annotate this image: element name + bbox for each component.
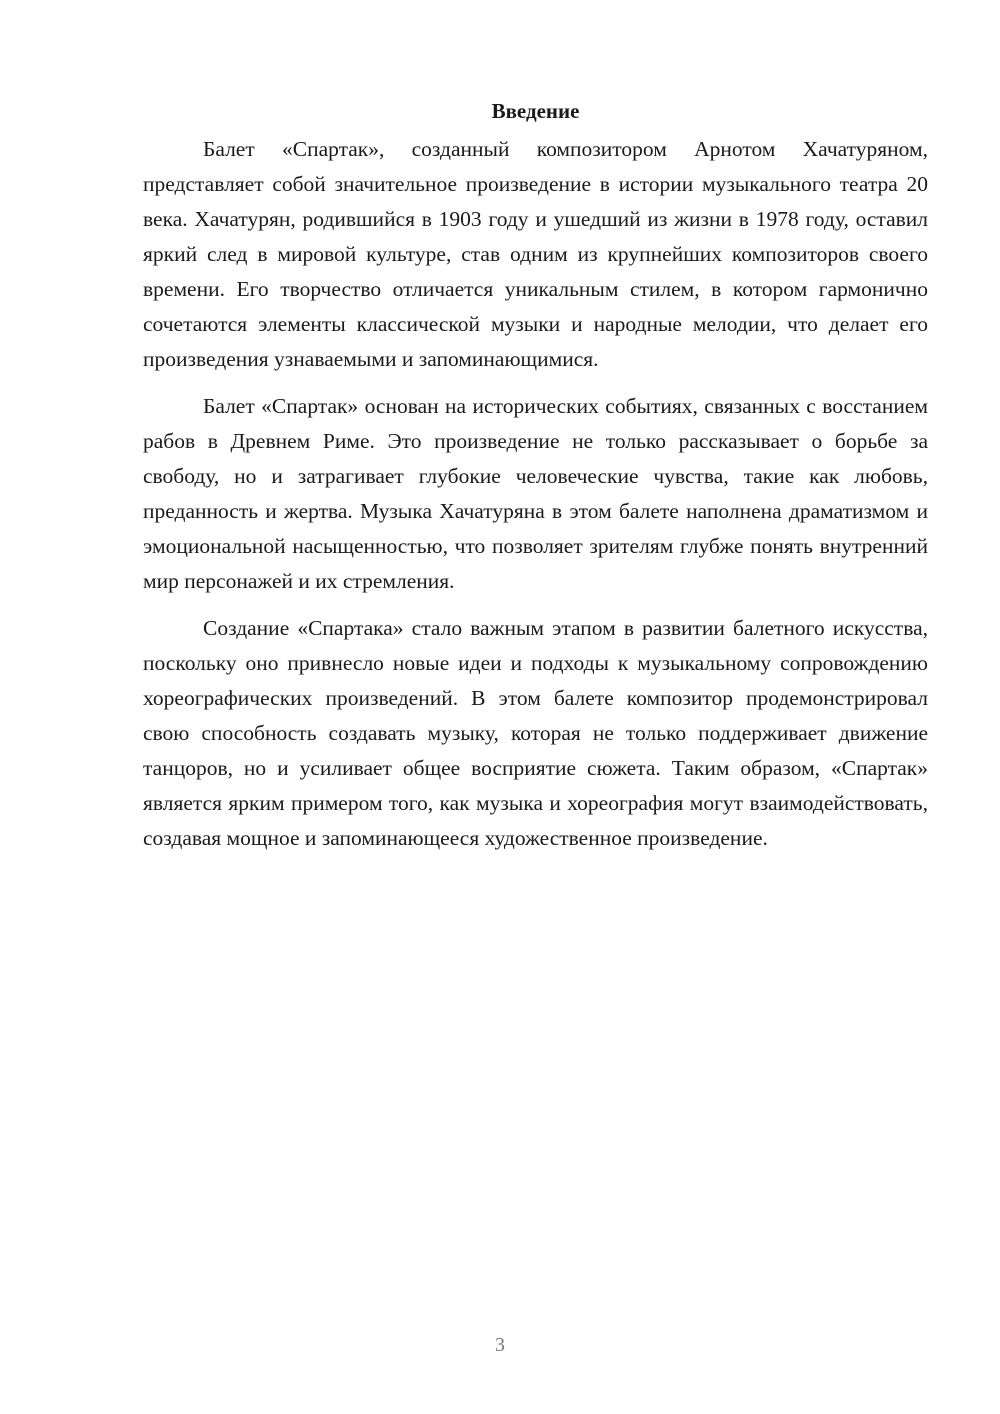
section-title: Введение	[491, 99, 580, 123]
paragraph-1: Балет «Спартак», созданный композитором Арнотом Хачатуряном, представляет собой значительное произведение в истории музыкального театра 20 века. Хачатурян, родившийся в 1903 году и ушедший из жизни в 1978 году, оставил яркий след в мировой культуре, став одним из крупнейших композиторов своего времени. Его творчество отличается уникальным стилем, в котором гармонично сочетаются элементы классической музыки и народные мелодии, что делает его произведения узнаваемыми и запоминающимися.	[143, 137, 928, 371]
page-number: 3	[495, 1334, 505, 1356]
page-content	[143, 96, 928, 868]
paragraph-3: Создание «Спартака» стало важным этапом в развитии балетного искусства, поскольку оно привнесло новые идеи и подходы к музыкальному сопровождению хореографических произведений. В этом балете композитор продемонстрировал свою способность создавать музыку, которая не только поддерживает движение танцоров, но и усиливает общее восприятие сюжета. Таким образом, «Спартак» является ярким примером того, как музыка и хореография могут взаимодействовать, создавая мощное и запоминающееся художественное произведение.	[143, 616, 928, 850]
paragraph-2: Балет «Спартак» основан на исторических событиях, связанных с восстанием рабов в Древнем Риме. Это произведение не только рассказывает о борьбе за свободу, но и затрагивает глубокие человеческие чувства, такие как любовь, преданность и жертва. Музыка Хачатуряна в этом балете наполнена драматизмом и эмоциональной насыщенностью, что позволяет зрителям глубже понять внутренний мир персонажей и их стремления.	[143, 394, 928, 593]
